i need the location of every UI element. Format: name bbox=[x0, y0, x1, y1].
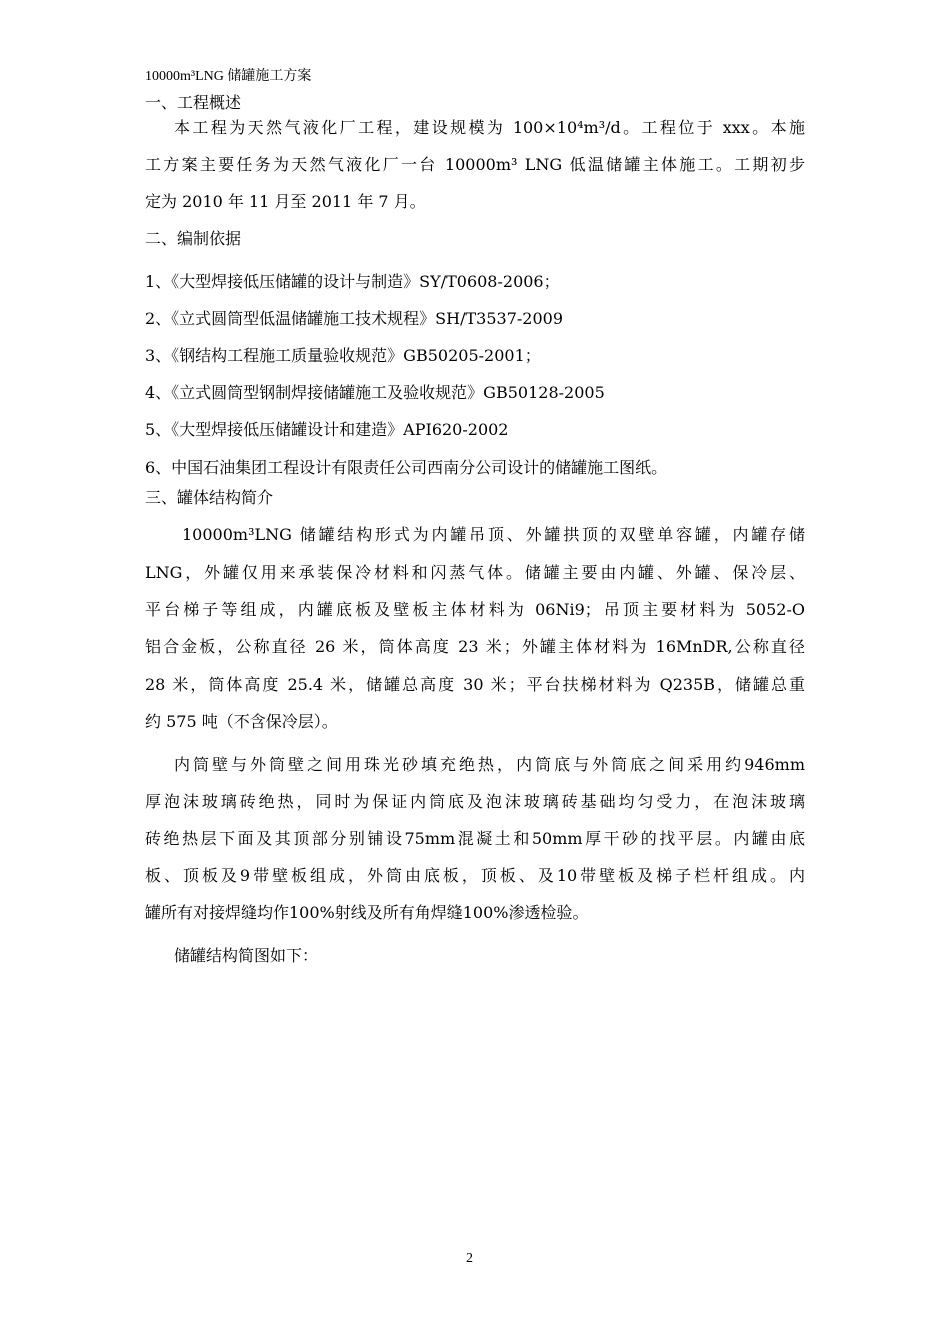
document-header-title: 10000m³LNG 储罐施工方案 bbox=[145, 69, 312, 84]
structure-para1-line-2: LNG，外罐仅用来承装保冷材料和闪蒸气体。储罐主要由内罐、外罐、保冷层、 bbox=[145, 563, 805, 582]
section-heading-overview: 一、工程概述 bbox=[145, 93, 242, 112]
structure-para2-line-3: 砖绝热层下面及其顶部分别铺设75mm混凝土和50mm厚干砂的找平层。内罐由底 bbox=[145, 829, 805, 848]
section-heading-basis: 二、编制依据 bbox=[145, 229, 242, 248]
structure-para2-line-2: 厚泡沫玻璃砖绝热，同时为保证内筒底及泡沫玻璃砖基础均匀受力，在泡沫玻璃 bbox=[145, 792, 805, 811]
basis-item-3: 3、《钢结构工程施工质量验收规范》GB50205-2001； bbox=[145, 346, 541, 365]
basis-item-5: 5、《大型焊接低压储罐设计和建造》API620-2002 bbox=[145, 420, 509, 439]
section-heading-structure: 三、罐体结构简介 bbox=[145, 488, 274, 507]
structure-para1-line-6: 约 575 吨（不含保冷层）。 bbox=[145, 712, 338, 731]
overview-line-2: 工方案主要任务为天然气液化厂一台 10000m³ LNG 低温储罐主体施工。工期初步 bbox=[145, 155, 805, 174]
structure-para2-line-4: 板、顶板及9带壁板组成，外筒由底板，顶板、及10带壁板及梯子栏杆组成。内 bbox=[145, 866, 805, 885]
structure-para1-line-3: 平台梯子等组成，内罐底板及壁板主体材料为 06Ni9；吊顶主要材料为 5052-O bbox=[145, 600, 805, 619]
structure-para2-line-5: 罐所有对接焊缝均作100%射线及所有角焊缝100%渗透检验。 bbox=[145, 903, 589, 922]
basis-item-2: 2、《立式圆筒型低温储罐施工技术规程》SH/T3537-2009 bbox=[145, 309, 564, 328]
basis-item-1: 1、《大型焊接低压储罐的设计与制造》SY/T0608-2006； bbox=[145, 272, 560, 291]
structure-para1-line-1: 10000m³LNG 储罐结构形式为内罐吊顶、外罐拱顶的双壁单容罐，内罐存储 bbox=[182, 525, 805, 544]
structure-para2-line-1: 内筒壁与外筒壁之间用珠光砂填充绝热，内筒底与外筒底之间采用约946mm bbox=[174, 755, 805, 774]
overview-line-3: 定为 2010 年 11 月至 2011 年 7 月。 bbox=[145, 192, 426, 211]
structure-para1-line-5: 28 米，筒体高度 25.4 米，储罐总高度 30 米；平台扶梯材料为 Q235B，储罐总重 bbox=[145, 675, 805, 694]
overview-line-1: 本工程为天然气液化厂工程，建设规模为 100×10⁴m³/d。工程位于 xxx。本施 bbox=[174, 118, 805, 137]
basis-item-4: 4、《立式圆筒型钢制焊接储罐施工及验收规范》GB50128-2005 bbox=[145, 383, 605, 402]
basis-item-6: 6、中国石油集团工程设计有限责任公司西南分公司设计的储罐施工图纸。 bbox=[145, 458, 668, 477]
structure-para1-line-4: 铝合金板，公称直径 26 米，筒体高度 23 米；外罐主体材料为 16MnDR,公称直径 bbox=[145, 637, 805, 656]
page-number: 2 bbox=[466, 1251, 473, 1266]
figure-caption: 储罐结构简图如下： bbox=[174, 946, 319, 965]
